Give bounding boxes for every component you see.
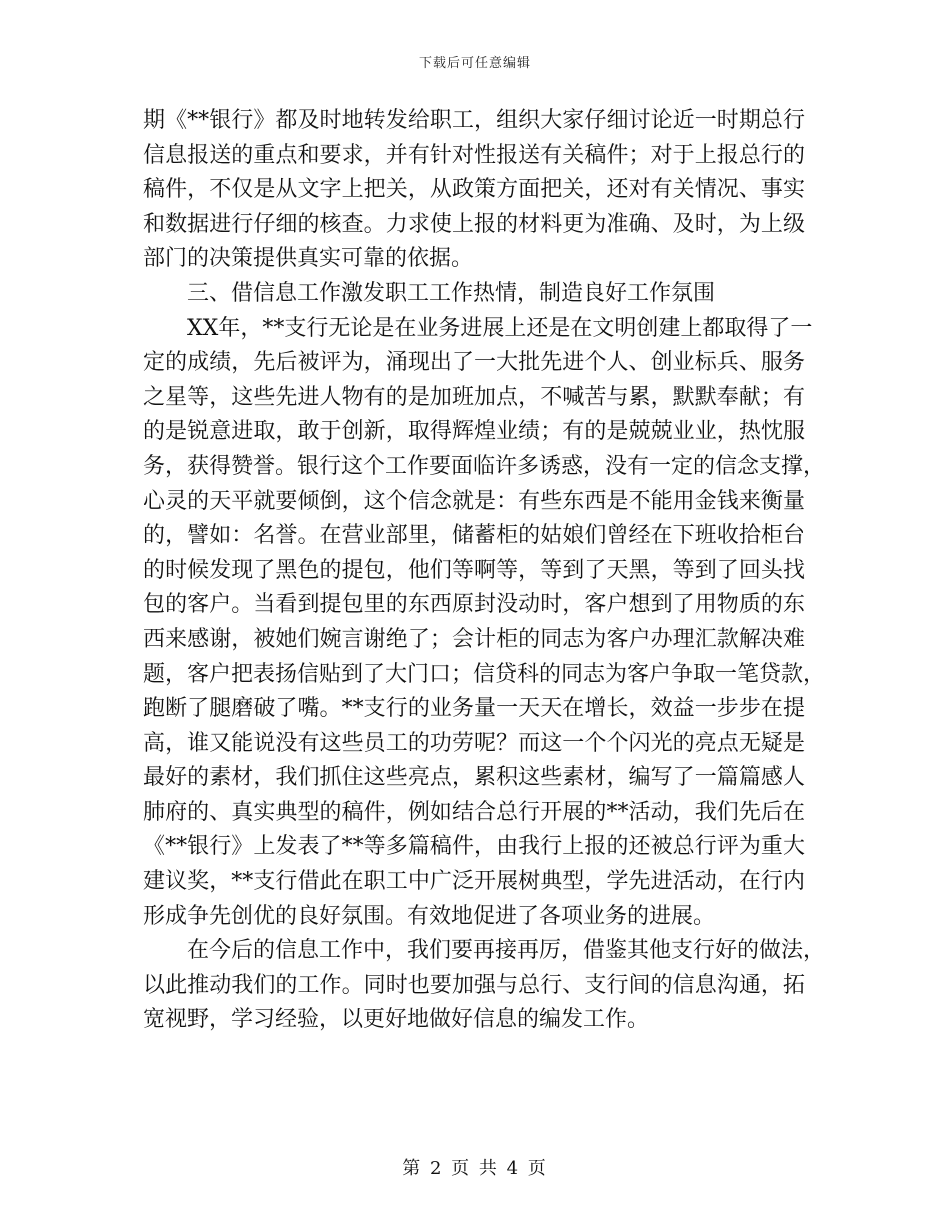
text-line: 跑断了腿磨破了嘴。**支行的业务量一天天在增长，效益一步步在提 (143, 696, 805, 722)
text-line: 信息报送的重点和要求，并有针对性报送有关稿件；对于上报总行的 (143, 142, 805, 168)
paragraph (143, 934, 826, 1038)
paragraph (143, 312, 826, 935)
text-line: 定的成绩，先后被评为，涌现出了一大批先进个人、创业标兵、服务 (143, 350, 805, 376)
paragraph (143, 104, 805, 277)
text-line: 的，譬如：名誉。在营业部里，储蓄柜的姑娘们曾经在下班收拾柜台 (143, 523, 805, 549)
text-line: 之星等，这些先进人物有的是加班加点，不喊苦与累，默默奉献；有 (143, 384, 805, 410)
section-heading (143, 277, 805, 312)
text-line: 期《**银行》都及时地转发给职工，组织大家仔细讨论近一时期总行 (143, 108, 805, 133)
page-header: 下载后可任意编辑 (418, 56, 531, 71)
text-line: 务，获得赞誉。银行这个工作要面临许多诱惑，没有一定的信念支撑， (143, 453, 826, 479)
text-line: 的时候发现了黑色的提包，他们等啊等，等到了天黑，等到了回头找 (143, 557, 805, 583)
text-line: 在今后的信息工作中，我们要再接再厉，借鉴其他支行好的做法， (187, 938, 826, 964)
text-line: 肺府的、真实典型的稿件，例如结合总行开展的**活动，我们先后在 (143, 799, 805, 825)
text-line: 的是锐意进取，敢于创新，取得辉煌业绩；有的是兢兢业业，热忱服 (143, 419, 805, 445)
text-line: 三、借信息工作激发职工工作热情，制造良好工作氛围 (187, 280, 716, 306)
text-line: 宽视野，学习经验，以更好地做好信息的编发工作。 (143, 1007, 650, 1033)
text-line: 和数据进行仔细的核查。力求使上报的材料更为准确、及时，为上级 (143, 211, 805, 237)
document-body (143, 104, 826, 1038)
text-line: 稿件，不仅是从文字上把关，从政策方面把关，还对有关情况、事实 (143, 177, 805, 203)
text-line: 心灵的天平就要倾倒，这个信念就是：有些东西是不能用金钱来衡量 (143, 488, 805, 514)
text-line: 题，客户把表扬信贴到了大门口；信贷科的同志为客户争取一笔贷款， (143, 661, 826, 687)
page-footer: 第 2 页 共 4 页 (402, 1158, 548, 1179)
text-line: 建议奖，**支行借此在职工中广泛开展树典型，学先进活动，在行内 (143, 869, 805, 895)
text-line: 西来感谢，被她们婉言谢绝了；会计柜的同志为客户办理汇款解决难 (143, 626, 805, 652)
text-line: 最好的素材，我们抓住这些亮点，累积这些素材，编写了一篇篇感人 (143, 765, 805, 791)
text-line: 高，谁又能说没有这些员工的功劳呢？而这一个个闪光的亮点无疑是 (143, 730, 805, 756)
text-line: 包的客户。当看到提包里的东西原封没动时，客户想到了用物质的东 (143, 592, 805, 618)
text-line: 形成争先创优的良好氛围。有效地促进了各项业务的进展。 (143, 903, 716, 929)
text-line: 以此推动我们的工作。同时也要加强与总行、支行间的信息沟通，拓 (143, 972, 805, 998)
text-line: 《**银行》上发表了**等多篇稿件，由我行上报的还被总行评为重大 (143, 834, 805, 860)
text-line: 部门的决策提供真实可靠的依据。 (143, 246, 474, 272)
text-line: XX年，**支行无论是在业务进展上还是在文明创建上都取得了一 (187, 315, 813, 341)
